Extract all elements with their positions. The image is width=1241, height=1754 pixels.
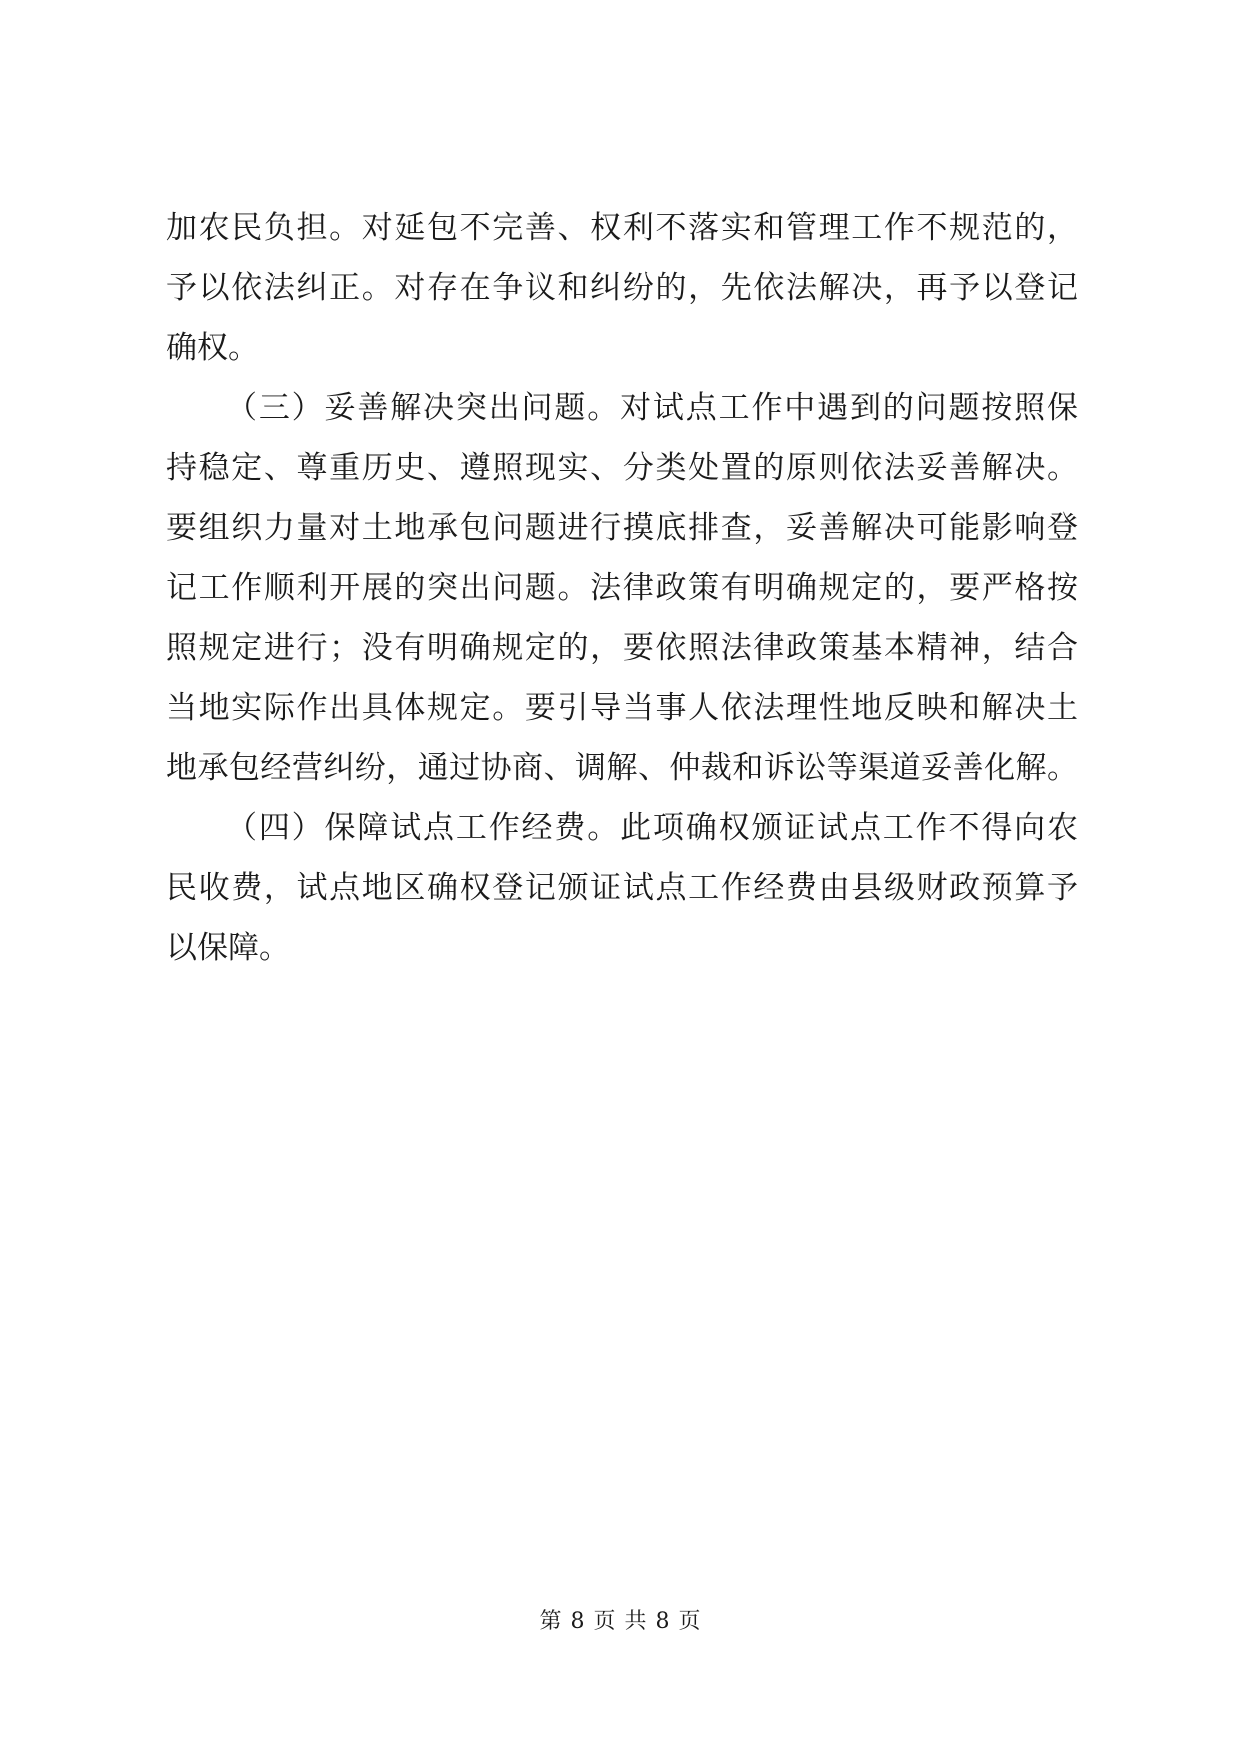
- text-line: 要组织力量对土地承包问题进行摸底排查，妥善解决可能影响登: [166, 510, 1078, 546]
- text-line: 地承包经营纠纷，通过协商、调解、仲裁和诉讼等渠道妥善化解。: [166, 750, 1078, 786]
- text-line: 记工作顺利开展的突出问题。法律政策有明确规定的，要严格按: [166, 570, 1078, 606]
- text-line: 持稳定、尊重历史、遵照现实、分类处置的原则依法妥善解决。: [166, 450, 1078, 486]
- document-body: [166, 198, 1078, 978]
- text-line: 予以依法纠正。对存在争议和纠纷的，先依法解决，再予以登记: [166, 270, 1078, 306]
- paragraph-heading-line: （四）保障试点工作经费。此项确权颁证试点工作不得向农: [226, 810, 1078, 846]
- text-line: 民收费，试点地区确权登记颁证试点工作经费由县级财政预算予: [166, 870, 1078, 906]
- page-number-footer: 第 8 页 共 8 页: [539, 1609, 702, 1634]
- text-line: 确权。: [166, 330, 259, 366]
- text-line: 当地实际作出具体规定。要引导当事人依法理性地反映和解决土: [166, 690, 1078, 726]
- paragraph-heading-line: （三）妥善解决突出问题。对试点工作中遇到的问题按照保: [226, 390, 1078, 426]
- text-line: 加农民负担。对延包不完善、权利不落实和管理工作不规范的，: [166, 210, 1078, 246]
- text-line: 以保障。: [166, 930, 290, 966]
- text-line: 照规定进行；没有明确规定的，要依照法律政策基本精神，结合: [166, 630, 1078, 666]
